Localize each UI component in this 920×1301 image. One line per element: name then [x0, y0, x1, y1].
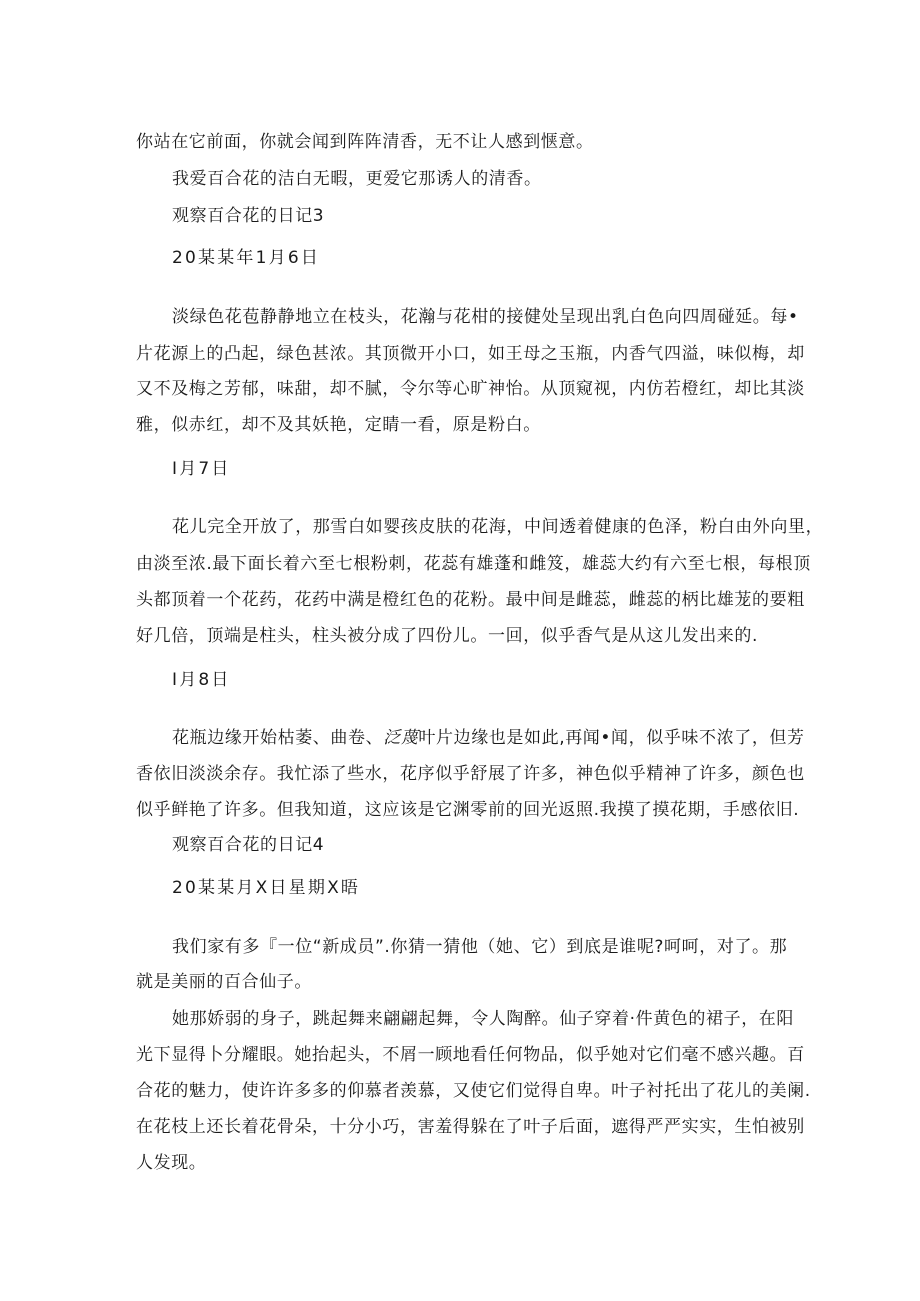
- section-heading: 观察百合花的日记4: [172, 835, 325, 855]
- paragraph-line: 就是美丽的百合仙子。: [136, 972, 312, 992]
- paragraph-line: 香依旧淡淡余存。我忙添了些水，花序似乎舒展了许多，神色似乎精神了许多，颜色也: [136, 764, 805, 784]
- paragraph-line: 淡绿色花苞静静地立在枝头，花瀚与花柑的接健处呈现出乳白色向四周碰延。每•: [172, 307, 799, 327]
- line-segment: 叶片边缘也是如此,再闻•闻，似乎味不浓了，但芳: [418, 728, 805, 748]
- line-segment-italic: 泛蔑: [383, 728, 419, 748]
- paragraph-line: 合花的魅力，使许许多多的仰慕者羡慕，又使它们觉得自卑。叶子衬托出了花儿的美阑.: [136, 1081, 811, 1101]
- diary-date: 20某某月X日星期X晤: [172, 878, 361, 898]
- paragraph-line: 似乎鲜艳了许多。但我知道，这应该是它渊零前的回光返照.我摸了摸花期，手感依旧.: [136, 800, 800, 820]
- paragraph-line: 我们家有多『一位“新成员”.你猜一猜他（她、它）到底是谁呢?呵呵，对了。那: [172, 937, 788, 957]
- paragraph-line: 光下显得卜分耀眼。她抬起头，不屑一顾地看任何物品，似乎她对它们毫不感兴趣。百: [136, 1045, 805, 1065]
- paragraph-line: 由淡至浓.最下面长着六至七根粉刺，花蕊有雄蓬和雌笈，雄蕊大约有六至七根，每根顶: [136, 554, 811, 574]
- line-segment: 花瓶边缘开始枯萎、曲卷、: [172, 728, 384, 748]
- diary-date: I月7日: [172, 459, 231, 479]
- paragraph-line: 头都顶着一个花药，花药中满是橙红色的花粉。最中间是雌蕊，雌蕊的柄比雄茏的要粗: [136, 590, 805, 610]
- paragraph-line: 你站在它前面，你就会闻到阵阵清香，无不让人感到惬意。: [136, 132, 594, 152]
- paragraph-line: 她那娇弱的身子，跳起舞来翩翩起舞，令人陶醉。仙子穿着·件黄色的裙子，在阳: [172, 1009, 795, 1029]
- paragraph-line: 花儿完全开放了，那雪白如婴孩皮肤的花海，中间透着健康的色泽，粉白由外向里，: [172, 517, 824, 537]
- diary-date: I月8日: [172, 670, 231, 690]
- paragraph-line: [172, 727, 805, 749]
- paragraph-line: 好几倍，顶端是柱头，柱头被分成了四份儿。一回，似乎香气是从这儿发出来的.: [136, 626, 759, 646]
- paragraph-line: 我爱百合花的洁白无暇，更爱它那诱人的清香。: [172, 169, 542, 189]
- diary-date: 20某某年1月6日: [172, 248, 321, 268]
- paragraph-line: 又不及梅之芳郁，味甜，却不腻，令尔等心旷神怡。从顶窥视，内仿若橙红，却比其淡: [136, 379, 805, 399]
- paragraph-line: 雅，似赤红，却不及其妖艳，定睛一看，原是粉白。: [136, 415, 541, 435]
- paragraph-line: 人发现。: [136, 1153, 207, 1173]
- paragraph-line: 在花枝上还长着花骨朵，十分小巧，害羞得躲在了叶子后面，遮得严严实实，生怕被别: [136, 1117, 805, 1137]
- paragraph-line: 片花源上的凸起，绿色甚浓。其顶微开小口，如王母之玉瓶，内香气四溢，味似梅，却: [136, 344, 805, 364]
- section-heading: 观察百合花的日记3: [172, 206, 325, 226]
